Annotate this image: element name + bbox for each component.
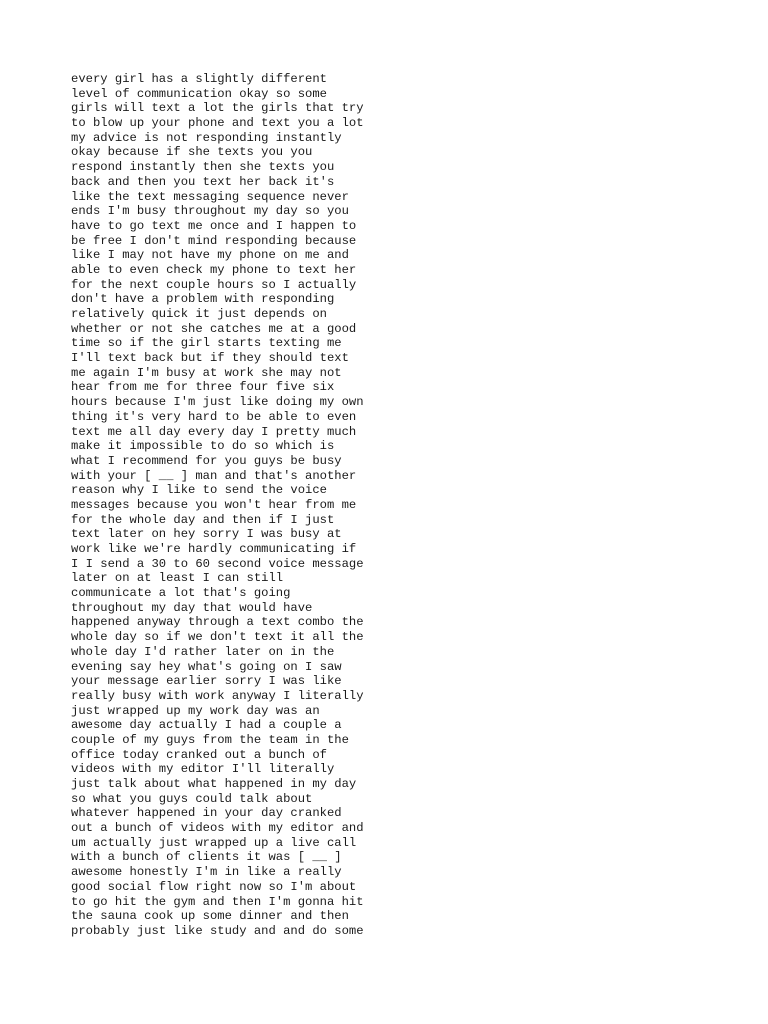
text-line: just talk about what happened in my day — [71, 777, 357, 791]
text-line: so what you guys could talk about — [71, 791, 313, 806]
text-line: hours because I'm just like doing my own — [71, 395, 364, 410]
text-line: your message earlier sorry I was like — [71, 674, 342, 689]
text-line: whether or not she catches me at a good — [71, 321, 357, 336]
text-line: happened anyway through a text combo the — [71, 615, 364, 630]
text-line: respond instantly then she texts you — [71, 160, 335, 175]
text-line: like the text messaging sequence never — [71, 189, 349, 204]
text-line: level of communication okay so some — [71, 86, 327, 101]
text-line: awesome day actually I had a couple a — [71, 718, 342, 733]
text-line: throughout my day that would have — [71, 600, 313, 615]
text-line: time so if the girl starts texting me — [71, 336, 342, 351]
text-line: relatively quick it just depends on — [71, 307, 327, 321]
text-line: videos with my editor I'll literally — [71, 762, 335, 777]
text-line: probably just like study and and do some — [71, 923, 364, 938]
text-line: couple of my guys from the team in the — [71, 732, 349, 747]
text-line: hear from me for three four five six — [71, 380, 335, 395]
text-line: make it impossible to do so which is — [71, 439, 335, 454]
text-line: be free I don't mind responding because — [71, 233, 357, 248]
text-line: evening say hey what's going on I saw — [71, 659, 342, 674]
text-line: girls will text a lot the girls that try — [71, 101, 364, 116]
text-line: good social flow right now so I'm about — [71, 879, 357, 894]
text-line: whatever happened in your day cranked — [71, 806, 342, 821]
transcript-text — [71, 72, 401, 939]
text-line: um actually just wrapped up a live call — [71, 835, 357, 850]
text-line: awesome honestly I'm in like a really — [71, 865, 342, 880]
text-line: reason why I like to send the voice — [71, 483, 327, 498]
text-line: to go hit the gym and then I'm gonna hit — [71, 894, 364, 909]
text-line: text later on hey sorry I was busy at — [71, 527, 342, 542]
text-line: able to even check my phone to text her — [71, 262, 357, 277]
text-line: my advice is not responding instantly — [71, 130, 342, 145]
text-line: whole day so if we don't text it all the — [71, 630, 364, 645]
text-line: with your [ __ ] man and that's another — [71, 468, 357, 483]
text-line: with a bunch of clients it was [ __ ] — [71, 850, 342, 865]
text-line: just wrapped up my work day was an — [71, 703, 320, 718]
text-line: text me all day every day I pretty much — [71, 424, 357, 439]
text-line: later on at least I can still — [71, 571, 284, 586]
text-line: like I may not have my phone on me and — [71, 248, 349, 263]
text-line: okay because if she texts you you — [71, 145, 313, 160]
text-line: what I recommend for you guys be busy — [71, 453, 342, 468]
text-line: communicate a lot that's going — [71, 586, 291, 601]
text-line: out a bunch of videos with my editor and — [71, 821, 364, 836]
text-line: messages because you won't hear from me — [71, 497, 357, 512]
text-line: to blow up your phone and text you a lot — [71, 116, 364, 131]
text-line: for the whole day and then if I just — [71, 512, 335, 527]
text-line: work like we're hardly communicating if — [71, 542, 357, 556]
text-line: I I send a 30 to 60 second voice message — [71, 556, 364, 571]
text-line: me again I'm busy at work she may not — [71, 365, 342, 380]
text-line: ends I'm busy throughout my day so you — [71, 204, 349, 219]
text-line: back and then you text her back it's — [71, 174, 335, 189]
text-line: don't have a problem with responding — [71, 292, 335, 307]
text-line: office today cranked out a bunch of — [71, 747, 327, 762]
text-line: whole day I'd rather later on in the — [71, 644, 335, 659]
text-line: every girl has a slightly different — [71, 72, 327, 86]
text-line: the sauna cook up some dinner and then — [71, 909, 349, 924]
text-line: thing it's very hard to be able to even — [71, 409, 357, 424]
text-line: I'll text back but if they should text — [71, 351, 349, 366]
text-line: really busy with work anyway I literally — [71, 688, 364, 703]
text-line: have to go text me once and I happen to — [71, 218, 357, 233]
text-line: for the next couple hours so I actually — [71, 277, 357, 292]
